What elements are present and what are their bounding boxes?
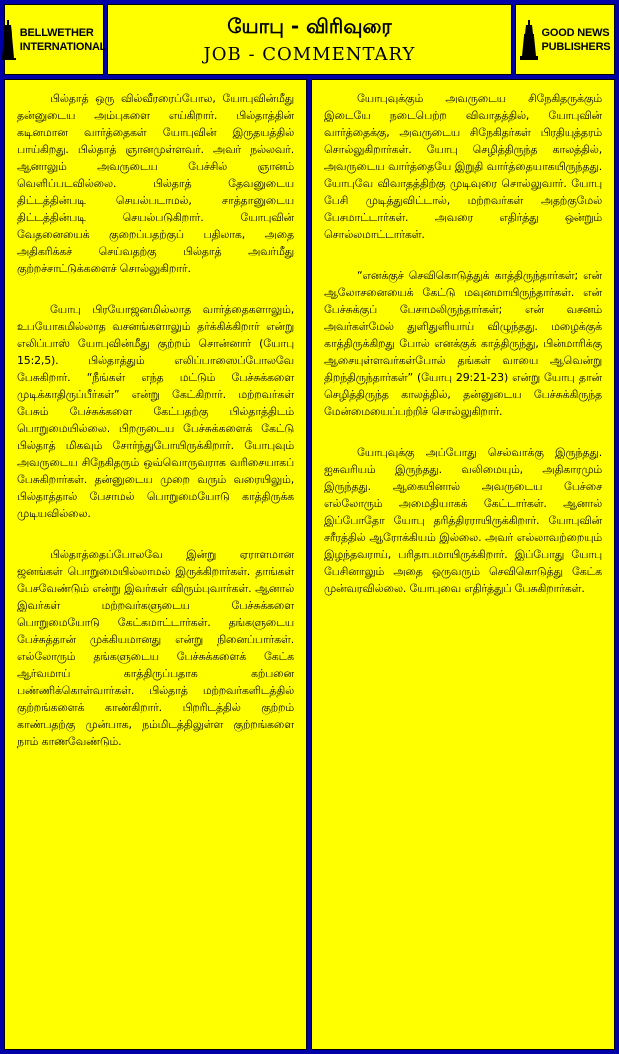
- tower-icon: [2, 20, 16, 60]
- paragraph: யோபுவுக்கு அப்போது செல்வாக்கு இருந்தது. ஐசுவரியம் இருந்தது. வலிமையும், அதிகாரமும் இருந்தது. ஆகையினால் அவருடைய பேச்சை எல்லோரும் அமைதியாகக் கேட்டார்கள். ஆனால் இப்போதோ யோபு தரித்திரராயிருக்கிறார். யோபுவின் சரீரத்தில் ஆரோக்கியம் இல்லை. அவர் எல்லாவற்றையும் இழந்தவராய், பரிதாபமாயிருக்கிறார். இப்போது யோபு பேசினாலும் அதை ஒருவரும் செவிகொடுத்து கேட்க முன்வரவில்லை. யோபுவை எதிர்த்துப் பேசுகிறார்கள்.: [324, 446, 602, 595]
- header: [4, 4, 615, 75]
- bellwether-logo: [4, 4, 107, 75]
- tamil-title: யோபு - விரிவுரை: [227, 13, 392, 38]
- paragraph: யோபுவுக்கும் அவருடைய சிநேகிதருக்கும் இடையே நடைபெற்ற விவாதத்தில், யோபுவின் வார்த்தைக்கு, அவருடைய சிநேகிதர்கள் பிரதியுத்தரம் சொல்லுகிறார்கள். யோபு செழித்திருந்த காலத்தில், அவருடைய வார்த்தையே இறுதி வார்த்தையாகயிருந்தது. யோபுவே விவாதத்திற்கு முடிவுரை சொல்லுவார். யோபு பேசி முடித்துவிட்டால், மற்றவர்கள் அதற்குமேல் பேசமாட்டார்கள். அவரை எதிர்த்து ஒன்றும் சொல்லமாட்டார்கள்.: [324, 92, 602, 241]
- left-logo-line-1: BELLWETHER: [19, 26, 94, 39]
- paragraph: பில்தாத் ஒரு வில்வீரரைப்போல, யோபுவின்மீது தன்னுடைய அம்புகளை எய்கிறார். பில்தாத்தின் கடினமான வார்த்தைகள் யோபுவின் இருதயத்தில் பாய்கிறது. பில்தாத் ஞானமுள்ளவர். அவர் நல்லவர். ஆனாலும் அவருடைய பேச்சில் ஞானம் வெளிப்படவில்லை. பில்தாத் தேவனுடைய திட்டத்தின்படி செயல்படாமல், சாத்தானுடைய திட்டத்தின்படி செயல்படுகிறார். யோபுவின் வேதனையைக் குறைப்பதற்குப் பதிலாக, அதை அதிகரிக்கச் செய்வதற்கு பில்தாத் அவர்மீது குற்றச்சாட்டுக்களைச் சொல்லுகிறார்.: [17, 92, 294, 275]
- right-column: [311, 79, 615, 1050]
- left-logo-line-2: INTERNATIONAL: [19, 40, 107, 53]
- right-logo-line-1: GOOD NEWS: [541, 26, 610, 39]
- good-news-logo: [515, 4, 615, 75]
- paragraph: யோபு பிரயோஜனமில்லாத வார்த்தைகளாலும், உபயோகமில்லாத வசனங்களாலும் தர்க்கிக்கிறார் என்று எலிப்பாஸ் யோபுவின்மீது குற்றம் சொன்னார் (யோபு 15:2,5). பில்தாத்தும் எலிப்பாஸைப்போலவே பேசுகிறார். “நீங்கள் எந்த மட்டும் பேச்சுக்களை முடிக்காதிருப்பீர்கள்” என்று கேட்கிறார். மற்றவர்கள் பேசும் பேச்சுக்களை கேட்பதற்கு பில்தாத்திடம் பொறுமையில்லை. பிறருடைய பேச்சுக்களைக் கேட்டு பில்தாத் மிகவும் சோர்ந்துபோயிருக்கிறார். யோபுவும் அவருடைய சிநேகிதரும் ஒவ்வொருவராக வரிசையாகப் பேசுகிறார்கள். தன்னுடைய முறை வரும் வரையிலும், பில்தாத்தால் பேசாமல் பொறுமையோடு காத்திருக்க முடியவில்லை.: [17, 303, 294, 520]
- paragraph: “எனக்குச் செவிகொடுத்துக் காத்திருந்தார்கள்; என் ஆலோசனையைக் கேட்டு மவுனமாயிருந்தார்கள். என் பேச்சுக்குப் பேசாமலிருந்தார்கள்; என் வசனம் அவர்கள்மேல் துளிதுளியாய் விழுந்தது. மழைக்குக் காத்திருக்கிறது போல் எனக்குக் காத்திருந்து, பின்மாரிக்கு ஆசையுள்ளவர்கள்போல் தங்கள் வாயை ஆவென்று திறந்திருந்தார்கள்” (யோபு 29:21-23) என்று யோபு தான் செழித்திருந்த காலத்தில், தன்னுடைய பேச்சுக்கிருந்த மேன்மையைப்பற்றிச் சொல்லுகிறார்.: [324, 269, 602, 418]
- left-column: [4, 79, 307, 1050]
- tower-icon: [520, 20, 538, 60]
- paragraph: பில்தாத்தைப்போலவே இன்று ஏராளமான ஜனங்கள் பொறுமையில்லாமல் இருக்கிறார்கள். தாங்கள் பேசவேண்டும் என்று இவர்கள் விரும்புவார்கள். ஆனால் இவர்கள் மற்றவர்களுடைய பேச்சுக்களை பொறுமையோடு கேட்கமாட்டார்கள். தங்களுடைய பேச்சுத்தான் முக்கியமானது என்று நினைப்பார்கள். எல்லோரும் தங்களுடைய பேச்சுக்களைக் கேட்க ஆர்வமாய் காத்திருப்பதாக கற்பனை பண்ணிக்கொள்வார்கள். பில்தாத் மற்றவர்களிடத்தில் குற்றங்களைக் காண்கிறார். பிறரிடத்தில் குற்றம் காண்பதற்கு முன்பாக, நம்மிடத்திலுள்ள குற்றங்களை நாம் காணவேண்டும்.: [17, 548, 294, 748]
- title-box: [107, 4, 512, 75]
- english-title: JOB - COMMENTARY: [203, 43, 416, 65]
- right-logo-line-2: PUBLISHERS: [541, 40, 611, 53]
